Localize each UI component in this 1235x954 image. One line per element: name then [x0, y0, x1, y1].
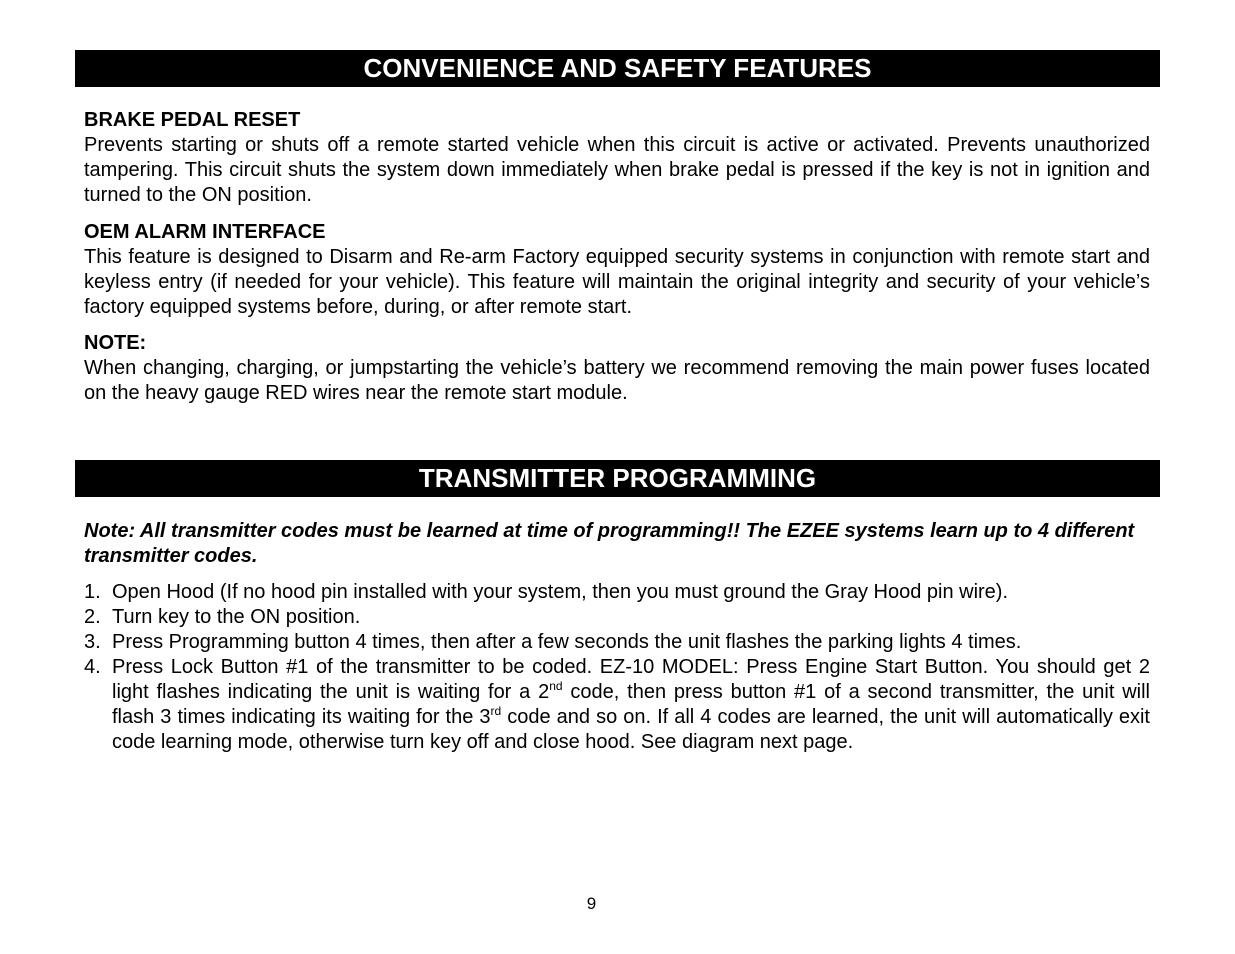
text-oem-alarm-interface: This feature is designed to Disarm and Re-arm Factory equipped security systems in conjunction with remote start and keyless entry (if needed for your vehicle). This feature will maintain the original integrity and security of your vehicle’s factory equipped systems before, during, or after remote start. — [84, 246, 1150, 318]
step-number: 2. — [84, 606, 101, 628]
text-brake-pedal-reset: Prevents starting or shuts off a remote started vehicle when this circuit is active or activated. Prevents unauthorized tampering. This circuit shuts the system down immediately when brake pedal is pressed if the key is not in ignition and turned to the ON position. — [84, 134, 1150, 206]
section-brake-pedal-reset — [84, 108, 1150, 208]
step-text: Turn key to the ON position. — [112, 606, 361, 628]
transmitter-note: Note: All transmitter codes must be learned at time of programming!! The EZEE systems learn up to 4 different transmitter codes. — [84, 520, 1135, 567]
step-text-part2: code, then press button #1 of a second transmitter, the unit will flash 3 times indicating its waiting for the 3 — [112, 681, 1151, 728]
step-number: 4. — [84, 656, 101, 678]
step-text: Open Hood (If no hood pin installed with your system, then you must ground the Gray Hood pin wire). — [112, 581, 1009, 603]
step-item — [84, 580, 1150, 605]
text-note: When changing, charging, or jumpstarting the vehicle’s battery we recommend removing the main power fuses located on the heavy gauge RED wires near the remote start module. — [84, 357, 1150, 404]
step-item — [84, 605, 1150, 630]
heading-brake-pedal-reset: BRAKE PEDAL RESET — [84, 109, 301, 131]
programming-steps-list — [84, 580, 1150, 755]
step-item — [84, 630, 1150, 655]
section-title-convenience: CONVENIENCE AND SAFETY FEATURES — [75, 50, 1160, 87]
step-text-part1: Press Lock Button #1 of the transmitter to be coded. EZ-10 MODEL: Press Engine Start Button. You should get 2 light flashes indicating the unit is waiting for a 2 — [112, 656, 1150, 703]
section-oem-alarm-interface — [84, 220, 1150, 320]
heading-oem-alarm-interface: OEM ALARM INTERFACE — [84, 221, 326, 243]
heading-note: NOTE: — [84, 332, 147, 354]
ordinal-suffix-rd: rd — [490, 704, 502, 718]
step-item — [84, 655, 1150, 755]
page-number: 9 — [586, 894, 597, 913]
section-title-transmitter-programming: TRANSMITTER PROGRAMMING — [75, 460, 1160, 497]
step-number: 1. — [84, 581, 101, 603]
step-number: 3. — [84, 631, 101, 653]
step-text-part3: code and so on. If all 4 codes are learned, the unit will automatically exit code learning mode, otherwise turn key off and close hood. See diagram next page. — [112, 706, 1150, 753]
ordinal-suffix-nd: nd — [549, 679, 563, 693]
step-text: Press Programming button 4 times, then after a few seconds the unit flashes the parking lights 4 times. — [112, 631, 1022, 653]
section-note — [84, 331, 1150, 406]
